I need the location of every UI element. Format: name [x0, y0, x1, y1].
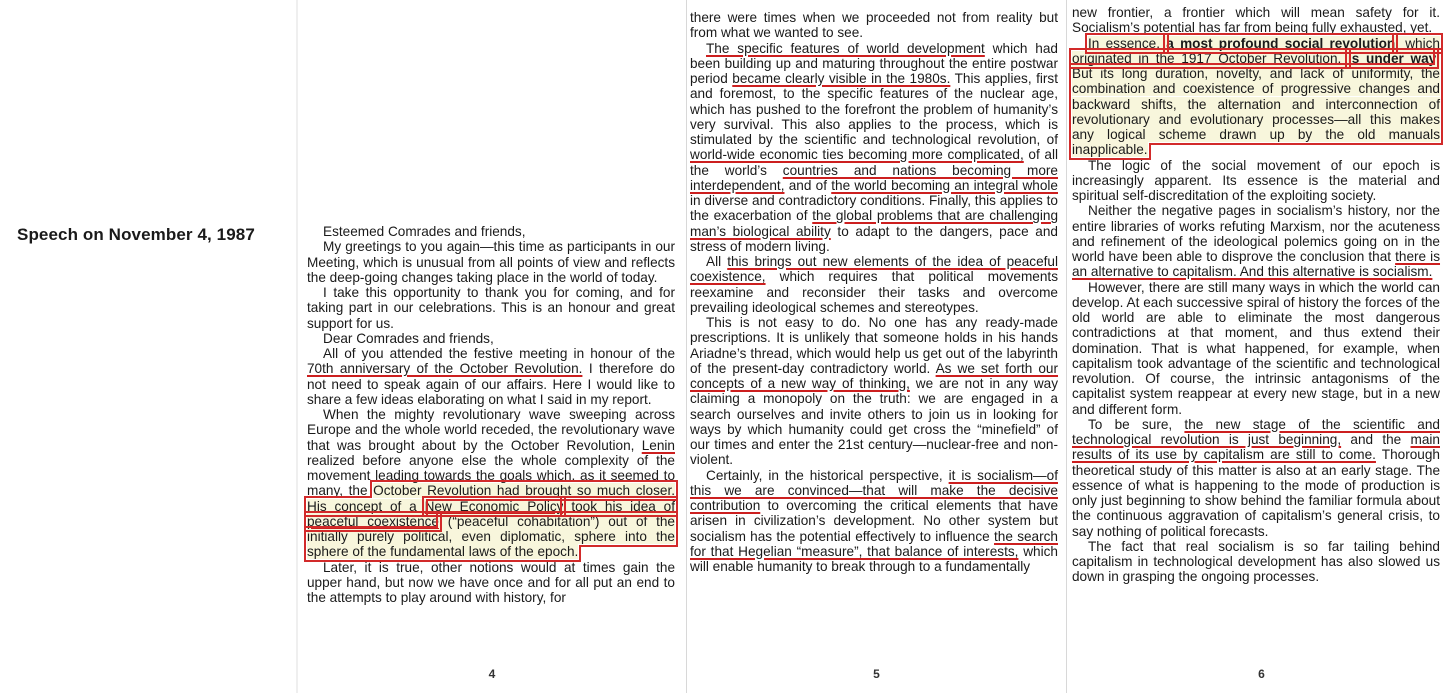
text-run: To be sure,	[1088, 416, 1185, 432]
highlighted-text: is under way	[1348, 50, 1437, 66]
highlighted-text: a most profound social revolution	[1166, 35, 1396, 51]
text-run: Certainly, in the historical perspective,	[706, 467, 949, 483]
text-run: When the mighty revolutionary wave sweeping across Europe and the whole world receded, the revolutionary wave that was brought about by the October Revolution,	[307, 407, 675, 453]
underlined-text: Lenin	[641, 437, 675, 453]
paragraph	[307, 346, 675, 407]
text-run: we are not in any way claiming a monopoly on the truth: we are engaged in a search ourselves and invite others to join us in looking for ways by which humanity could get cross the “minefield” of our times and enter the 21st century—nuclear-free and non-violent.	[690, 376, 1058, 468]
speech-title: Speech on November 4, 1987	[17, 225, 255, 244]
text-run: This is not easy to do. No one has any ready-made prescriptions. It is unlikely that someone holds in his hands Ariadne’s thread, which would help us get out of the labyrinth of the present-day contradictory world.	[690, 315, 1058, 376]
highlighted-text: peaceful coexistence	[307, 513, 439, 529]
underlined-text: world-wide economic ties becoming more complicated,	[690, 147, 1024, 163]
text-run: All of you attended the festive meeting in honour of the	[323, 346, 675, 361]
page-number: 5	[873, 667, 880, 681]
text-run: which requires that political movements reexamine and reconsider their tasks and overcome prevailing ideological schemes and stereotypes.	[690, 269, 1058, 315]
text-run: there were times when we proceeded not from reality but from what we wanted to see.	[690, 10, 1058, 41]
paragraph	[1072, 280, 1440, 417]
underlined-text: it is socialism—of this we are convinced—that will make the decisive contribution	[690, 467, 1058, 513]
underlined-text: became clearly visible in the 1980s.	[732, 71, 951, 86]
page-number: 6	[1258, 667, 1265, 681]
underlined-text: the search for that Hegelian “measure”, that balance of interests,	[690, 528, 1058, 559]
text-run: Later, it is true, other notions would at times gain the upper hand, but now we have once and for all put an end to the attempts to play around with history, for	[307, 559, 675, 605]
page-5	[686, 0, 1066, 693]
paragraph	[1072, 36, 1440, 158]
paragraph	[1072, 158, 1440, 204]
text-run: of all the world’s	[690, 147, 1058, 178]
page-body	[307, 224, 675, 605]
text-run: Esteemed Comrades and friends,	[323, 224, 526, 239]
text-run: Dear Comrades and friends,	[323, 330, 494, 346]
underlined-text: countries and nations becoming more interdependent,	[690, 162, 1058, 193]
text-run: The fact that real socialism is so far tailing behind capitalism in technological development has also slowed us down in grasping the ongoing processes.	[1072, 538, 1440, 585]
paragraph	[307, 407, 675, 560]
underlined-text: this brings out new elements of the idea of peaceful coexistence,	[690, 254, 1058, 285]
text-run: The logic of the social movement of our epoch is increasingly apparent. Its essence is the material and spiritual self-discreditation of the exploiting society.	[1072, 157, 1440, 203]
underlined-text: the world becoming an integral whole	[831, 177, 1058, 193]
paragraph	[307, 239, 675, 285]
text-run: Neither the negative pages in socialism’s history, nor the entire libraries of works refuting Marxism, nor the acuteness and refinement of the ideological polemics going on in the world have been able to disprove the conclusion that	[1072, 203, 1440, 264]
paragraph	[307, 560, 675, 606]
paragraph	[690, 315, 1058, 468]
page-body	[690, 10, 1058, 574]
text-run: and of	[784, 177, 832, 193]
text-run: I take this opportunity to thank you for coming, and for taking part in our celebrations. This is an honour and great support for us.	[307, 285, 675, 331]
text-run: All	[706, 254, 728, 269]
highlighted-text: , which originated in the 1917 October Revolution,	[1072, 35, 1440, 66]
paragraph	[307, 285, 675, 331]
underlined-text: there is an alternative to capitalism. And this alternative is socialism.	[1072, 249, 1441, 280]
page-number: 4	[488, 667, 496, 681]
text-run: and the	[1341, 432, 1411, 447]
paragraph	[690, 468, 1058, 575]
text-run: I therefore do not need to speak again of our affairs. Here I would like to share a few ideas elaborating on what I said in my report.	[307, 361, 675, 407]
text-run: realized before anyone else the whole complexity of the movement leading towards the goals which, as it seemed to many, the	[307, 452, 675, 499]
text-run: new frontier, a frontier which will mean safety for it. Socialism’s potential has far from being fully exhausted, yet.	[1072, 5, 1440, 36]
underlined-text: The specific features of world development	[706, 40, 985, 56]
underlined-text: main results of its use by capitalism are still to come.	[1072, 432, 1440, 463]
text-run: which will enable humanity to break through to a fundamentally	[690, 543, 1058, 574]
highlighted-text: October Revolution had brought so much closer. His concept of a	[307, 483, 675, 514]
paragraph	[690, 41, 1058, 255]
text-run: This applies, first and foremost, to the specific features of the nuclear age, which has pushed to the forefront the problem of humanity’s very survival. This also applies to the process, which is stimulated by the scientific and technological revolution, of	[690, 71, 1058, 147]
paragraph	[1072, 5, 1440, 36]
page-body	[1072, 5, 1440, 585]
paragraph	[307, 224, 675, 239]
text-run: Thorough theoretical study of this matter is also at an early stage. The essence of what is happening to the mode of production is only just beginning to show behind the familiar formula about the continuous aggravation of capitalism’s general crisis, to say nothing of political forecasts.	[1072, 447, 1440, 539]
highlighted-text: . But its long duration, novelty, and lack of uniformity, the combination and coexistence of progressive changes and backward shifts, the alternation and interconnection of revolutionary and evolutionary processes—all this makes any logical scheme drawn up by the old manuals inapplicable.	[1072, 50, 1440, 158]
highlighted-text: New Economic Policy	[424, 498, 564, 514]
underlined-text: the global problems that are challenging man’s biological ability	[690, 208, 1059, 239]
paragraph	[1072, 417, 1440, 539]
text-run: My greetings to you again—this time as participants in our Meeting, which is unusual from all points of view and reflects the deep-going changes taking place in the world of today.	[307, 239, 675, 285]
text-run: However, there are still many ways in which the world can develop. At each successive spiral of history the forces of the old world are able to eliminate the most dangerous contradictions at that moment, and thus extend their domination. That is what happened, for example, when capitalism took advantage of the scientific and technological revolution. Of course, the intrinsic antagonisms of the capitalist system reappear at every new stage, but in a new and different form.	[1072, 279, 1440, 417]
highlighted-text: took his idea of	[563, 498, 676, 514]
title-sidebar	[0, 0, 296, 693]
underlined-text: 70th anniversary of the October Revolution.	[307, 361, 583, 377]
highlighted-text: (“peaceful cohabitation”) out of the initially purely political, even diplomatic, sphere into the sphere of the fundamental laws of the epoch.	[307, 513, 675, 560]
paragraph	[1072, 539, 1440, 585]
text-run: in diverse and contradictory conditions. Finally, this applies to the exacerbation of	[690, 193, 1058, 224]
underlined-text: the new stage of the scientific and technological revolution is just beginning,	[1072, 416, 1440, 447]
highlighted-text: In essence,	[1088, 35, 1167, 51]
text-run: to overcoming the critical elements that have arisen in civilization’s development. No other system but socialism has the potential effectively to influence	[690, 498, 1058, 544]
page-6	[1066, 0, 1456, 693]
paragraph	[1072, 203, 1440, 279]
paragraph	[690, 254, 1058, 315]
paragraph	[307, 331, 675, 346]
page-4	[298, 0, 686, 693]
text-run: to adapt to the dangers, pace and stress of modern living.	[690, 223, 1058, 254]
underlined-text: As we set forth our concepts of a new way of thinking,	[690, 360, 1059, 391]
text-run: which had been building up and maturing throughout the entire postwar period	[690, 40, 1058, 86]
paragraph	[690, 10, 1058, 41]
